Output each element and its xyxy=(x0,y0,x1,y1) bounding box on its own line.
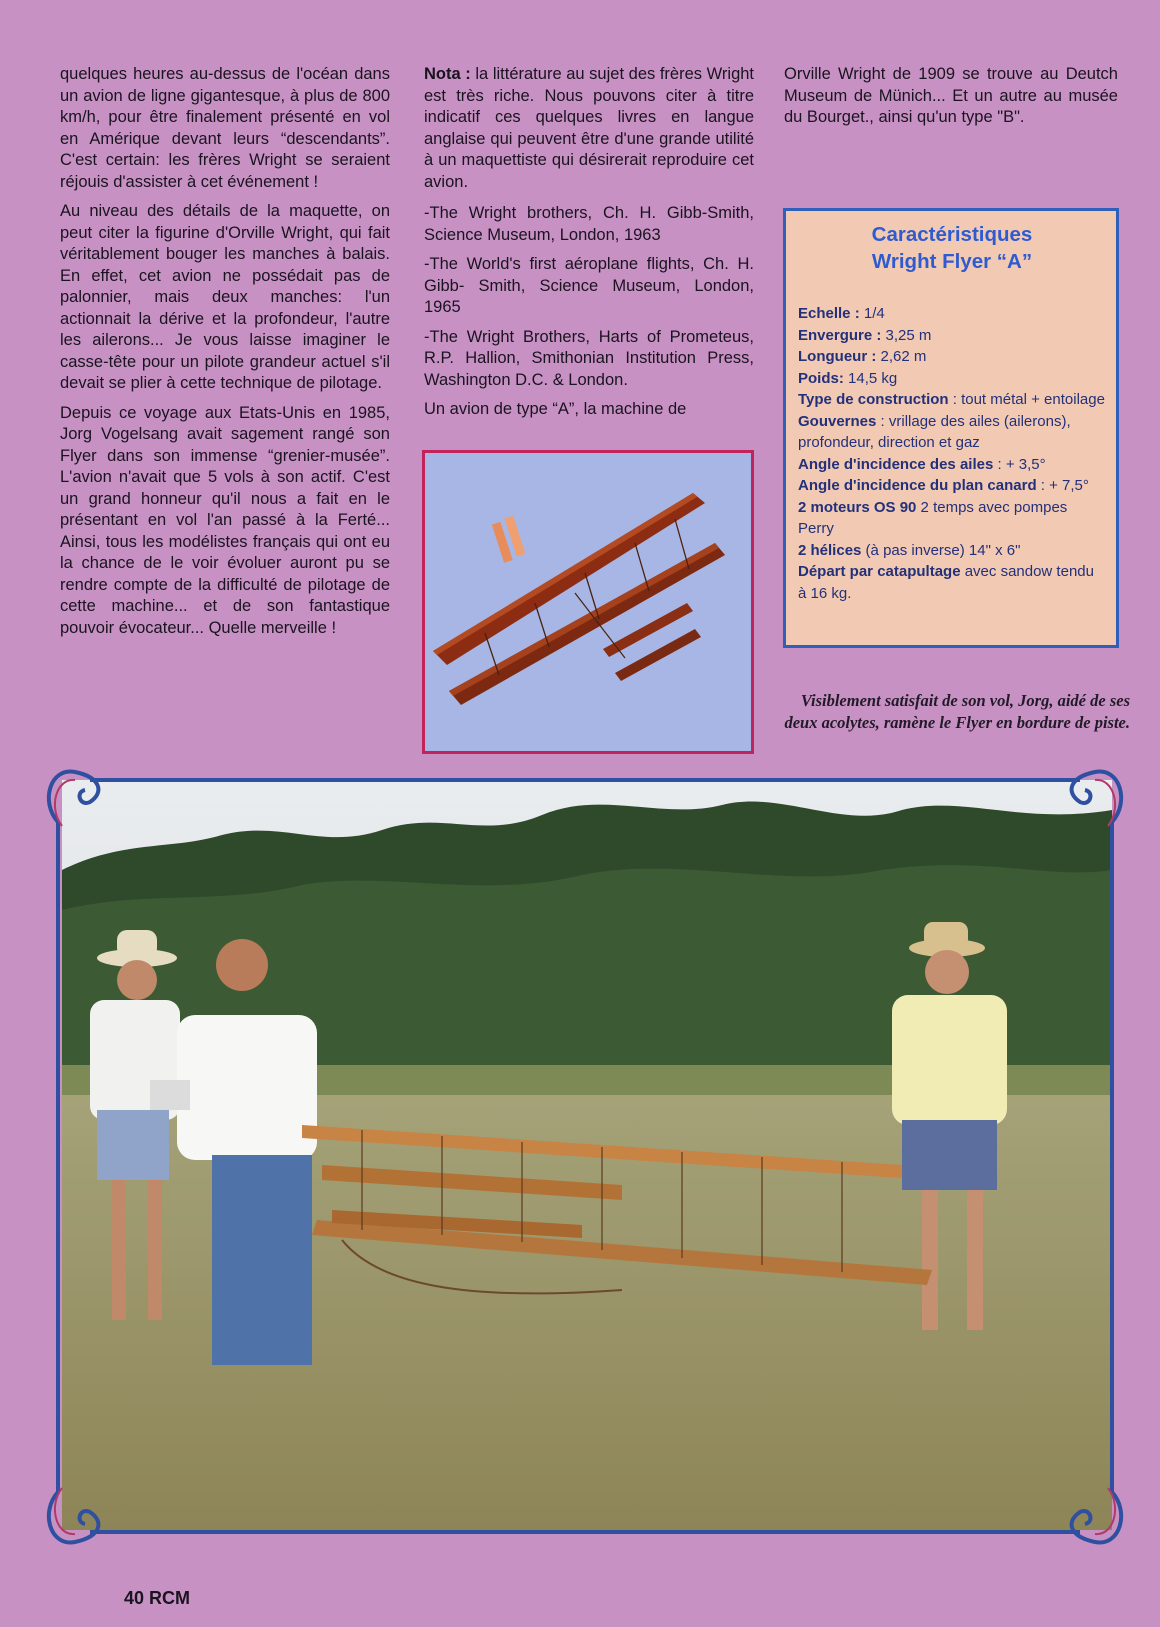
spec-item: Echelle : 1/4 xyxy=(798,305,885,322)
article-column-1 xyxy=(60,64,390,647)
nota-paragraph xyxy=(424,64,754,193)
decorative-frame xyxy=(30,762,1140,1552)
paragraph: Au niveau des détails de la maquette, on peut citer la figurine d'Orville Wright, qui fait véritablement bouger les manches à balais. En effet, cet avion ne possédait pas de palonnier, mais deux manches: l'un actionnait la dérive et la profondeur, l'autre les ailerons... Je vous laisse imaginer le casse-tête pour un pilote grandeur actuel s'il devait se plier à cette technique de pilotage. xyxy=(60,202,390,392)
closing-text: Un avion de type “A”, la machine de xyxy=(424,400,687,418)
specifications-title xyxy=(798,221,1106,275)
spec-item: Gouvernes : vrillage des ailes (ailerons), profondeur, direction et gaz xyxy=(798,412,1071,451)
page-footer xyxy=(124,1588,190,1609)
paragraph: Depuis ce voyage aux Etats-Unis en 1985, Jorg Vogelsang avait sagement rangé son Flyer dans son immense “grenier-musée”. L'avion n'avait que 5 vols à son actif. C'est un grand honneur qu'il nous a fait en le présentant en vol l'an passé à la Ferté... Ainsi, tous les modélistes français qui ont eu la chance de le voir évoluer auront pu se rendre compte de la difficulté de pilotage de cette machine... et de son fantastique pouvoir évocateur... Quelle merveille ! xyxy=(60,403,390,637)
specifications-title-line2: Wright Flyer “A” xyxy=(871,250,1033,273)
paragraph: Orville Wright de 1909 se trouve au Deutch Museum de Münich... Et un autre au musée du Bourget., ainsi qu'un type "B". xyxy=(784,65,1118,126)
article-column-2 xyxy=(424,64,754,429)
spec-item: Départ par catapultage avec sandow tendu à 16 kg. xyxy=(798,563,1094,602)
spec-item: Longueur : 2,62 m xyxy=(798,348,927,365)
nota-text: la littérature au sujet des frères Wright est très riche. Nous pouvons citer à titre indicatif ces quelques livres en langue anglaise qui peuvent être d'une grande utilité à un maquettiste qui désirerait reproduire cet avion. xyxy=(424,65,755,191)
nota-label: Nota : xyxy=(424,65,471,83)
spec-item: Type de construction : tout métal + entoilage xyxy=(798,391,1105,408)
spec-item: Angle d'incidence du plan canard : + 7,5° xyxy=(798,477,1089,494)
specifications-title-line1: Caractéristiques xyxy=(871,223,1033,246)
paragraph: quelques heures au-dessus de l'océan dans un avion de ligne gigantesque, à plus de 800 km/h, pour être finalement présenté en vol en Amérique devant leurs “descendants”. C'est certain: les frères Wright se seraient réjouis d'assister à cet événement ! xyxy=(60,65,390,191)
article-column-3 xyxy=(784,64,1118,137)
spec-item: Angle d'incidence des ailes : + 3,5° xyxy=(798,455,1046,473)
magazine-name: RCM xyxy=(149,1588,191,1608)
spec-item: Poids: 14,5 kg xyxy=(798,369,898,387)
page-number: 40 xyxy=(124,1588,145,1608)
biplane-in-flight-illustration xyxy=(425,453,751,751)
book-reference: -The World's first aéroplane flights, Ch. H. Gibb- Smith, Science Museum, London, 1965 xyxy=(424,255,754,316)
flying-aircraft-photo xyxy=(422,450,754,754)
book-reference: -The Wright brothers, Ch. H. Gibb-Smith, Science Museum, London, 1963 xyxy=(424,204,754,244)
spec-item: 2 moteurs OS 90 2 temps avec pompes Perry xyxy=(798,498,1068,537)
spec-item: Envergure : 3,25 m xyxy=(798,326,932,344)
specifications-box xyxy=(783,208,1119,648)
book-reference: -The Wright Brothers, Harts of Prometeus, R.P. Hallion, Smithonian Institution Press, Washington D.C. & London. xyxy=(424,327,754,389)
spec-item: 2 hélices (à pas inverse) 14" x 6" xyxy=(798,541,1021,559)
photo-caption: Visiblement satisfait de son vol, Jorg, aidé de ses deux acolytes, ramène le Flyer en bordure de piste. xyxy=(784,691,1130,732)
